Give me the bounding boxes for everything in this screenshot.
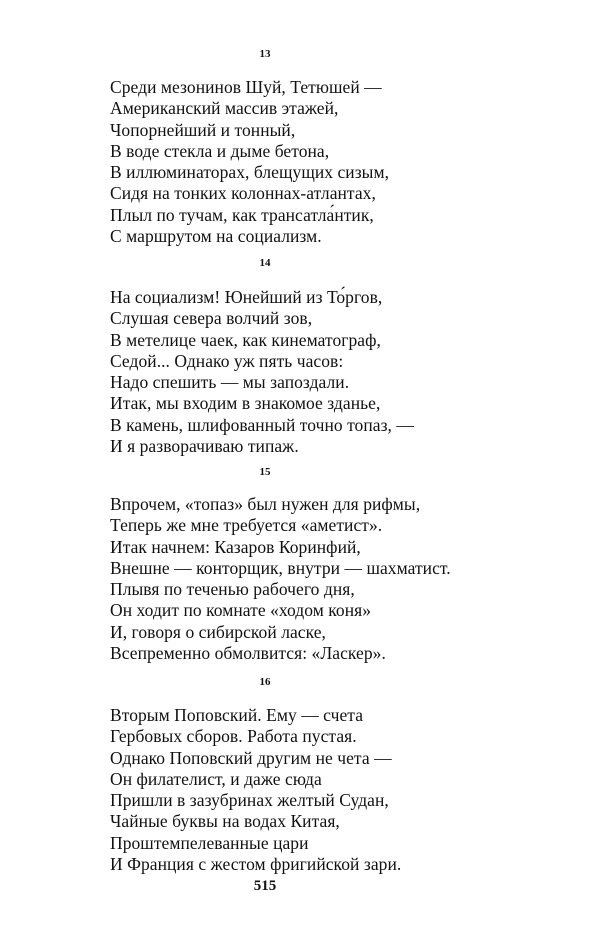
verse-line: Проштемпелеванные цари (110, 832, 309, 853)
verse-line: Чопорнейший и тонный, (110, 119, 296, 140)
verse-line: Среди мезонинов Шуй, Тетюшей — (110, 77, 382, 97)
stanza-16 (110, 705, 550, 875)
verse-line: Чайные буквы на водах Китая, (110, 811, 340, 832)
verse-line: Плыл по тучам, как трансатла́нтик, (110, 204, 374, 225)
verse-line: Сидя на тонких колоннах-атлантах, (110, 183, 376, 204)
stanza-number-15: 15 (259, 466, 271, 478)
verse-line: Надо спешить — мы запоздали. (110, 372, 350, 393)
verse-line: Пришли в зазубринах желтый Судан, (110, 790, 389, 811)
verse-line: И, говоря о сибирской ласке, (110, 621, 326, 642)
verse-line: Всепременно обмолвится: «Ласкер». (110, 643, 386, 664)
stanza-number-16: 16 (259, 676, 271, 688)
verse-line: Американский массив этажей, (110, 98, 339, 119)
page-number: 515 (253, 878, 277, 894)
stanza-number-13: 13 (259, 48, 271, 60)
verse-line: Итак, мы входим в знакомое зданье, (110, 393, 381, 414)
verse-line: Однако Поповский другим не чета — (110, 747, 392, 768)
verse-line: На социализм! Юнейший из То́ргов, (110, 287, 383, 307)
verse-line: В иллюминаторах, блещущих сизым, (110, 162, 390, 183)
verse-line: Плывя по теченью рабочего дня, (110, 579, 355, 600)
verse-line: В воде стекла и дыме бетона, (110, 140, 330, 161)
stanza-number-14: 14 (259, 257, 271, 269)
verse-line: Внешне — конторщик, внутри — шахматист. (110, 557, 451, 578)
verse-line: И Франция с жестом фригийской зари. (110, 854, 402, 875)
verse-line: Седой... Однако уж пять часов: (110, 350, 344, 371)
verse-line: С маршрутом на социализм. (110, 226, 322, 247)
verse-line: Он филателист, и даже сюда (110, 768, 322, 789)
verse-line: В метелице чаек, как кинематограф, (110, 329, 381, 350)
verse-line: Вторым Поповский. Ему — счета (110, 705, 364, 725)
verse-line: В камень, шлифованный точно топаз, — (110, 414, 414, 435)
verse-line: Впрочем, «топаз» был нужен для рифмы, (110, 494, 421, 514)
verse-line: Слушая севера волчий зов, (110, 308, 313, 329)
verse-line: Гербовых сборов. Работа пустая. (110, 726, 357, 747)
verse-line: Теперь же мне требуется «аметист». (110, 515, 383, 536)
stanza-14 (110, 287, 550, 457)
verse-line: Он ходит по комнате «ходом коня» (110, 600, 372, 621)
stanza-13 (110, 77, 550, 247)
verse-line: Итак начнем: Казаров Коринфий, (110, 536, 361, 557)
verse-line: И я разворачиваю типаж. (110, 436, 299, 457)
stanza-15 (110, 494, 550, 664)
